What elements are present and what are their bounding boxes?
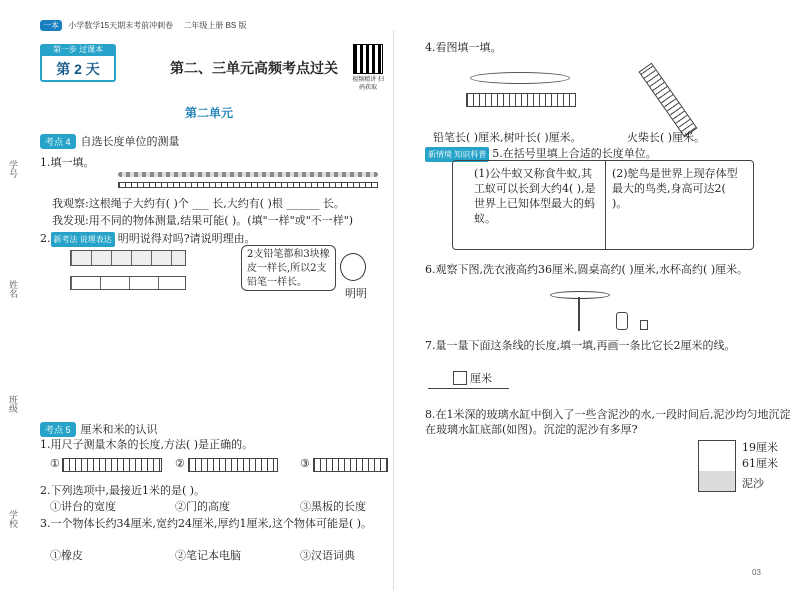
r5-p2: (2)鸵鸟是世界上现存体型最大的鸟类,身高可达2( )。	[612, 167, 738, 210]
k1-opt1[interactable]: ①	[50, 457, 60, 470]
header-bar	[40, 20, 247, 31]
tank-label-sand: 泥沙	[742, 477, 764, 490]
pencils-image	[70, 250, 186, 266]
q2-text: 明明说得对吗?请说明理由。	[117, 232, 256, 245]
series-title: 小学数学15天期末考前冲刺卷	[68, 21, 174, 30]
q1-observe: 我观察:这根绳子大约有( )个 ___ 长,大约有( )根 ______ 长。	[52, 197, 345, 210]
measure-line	[428, 388, 509, 389]
kp4-tag: 考点 4	[40, 134, 76, 149]
glass-tank	[698, 440, 736, 492]
side-label-class: 班级	[7, 395, 17, 413]
grade-label: 二年级上册 BS 版	[183, 21, 247, 30]
r6-text: 6.观察下图,洗衣液高约36厘米,圆桌高约( )厘米,水杯高约( )厘米。	[425, 263, 749, 276]
measure-strip	[118, 182, 378, 188]
k2-opt2[interactable]: ②门的高度	[175, 500, 230, 513]
side-label-id: 学号	[7, 160, 17, 178]
day-box	[40, 44, 116, 82]
ruler-1	[62, 458, 162, 472]
k1-opt3[interactable]: ③	[300, 457, 310, 470]
kp4-title: 自选长度单位的测量	[80, 136, 180, 148]
tank-label-mid: 61厘米	[742, 457, 778, 470]
table-image	[550, 291, 610, 331]
boy-name: 明明	[345, 287, 367, 300]
q2-label: 2.	[40, 232, 51, 245]
r7-text: 7.量一量下面这条线的长度,填一填,再画一条比它长2厘米的线。	[425, 339, 736, 352]
k3-opt2[interactable]: ②笔记本电脑	[175, 549, 241, 562]
logo: 一本	[40, 20, 62, 31]
tank-label-top: 19厘米	[742, 441, 778, 454]
side-label-school: 学校	[7, 510, 17, 528]
ruler-3	[313, 458, 388, 472]
ruler-4	[466, 93, 576, 107]
k1-text: 1.用尺子测量木条的长度,方法( )是正确的。	[40, 438, 254, 451]
day-label: 第 2 天	[56, 61, 100, 77]
answer-box[interactable]	[453, 371, 467, 385]
q2	[40, 231, 390, 247]
k3-opt1[interactable]: ①橡皮	[50, 549, 83, 562]
qr-code-icon[interactable]	[353, 44, 383, 74]
k3-opt3[interactable]: ③汉语词典	[300, 549, 355, 562]
kp5-title: 厘米和米的认识	[80, 424, 158, 436]
kp4-heading	[40, 133, 180, 149]
k1-opt2[interactable]: ②	[175, 457, 185, 470]
slanted-ruler	[639, 63, 698, 138]
cup-icon	[640, 320, 648, 330]
boy-icon	[340, 253, 366, 281]
page-title: 第二、三单元高频考点过关	[170, 60, 338, 76]
q1-label: 1.填一填。	[40, 156, 95, 169]
kp5-heading	[40, 421, 158, 437]
r4-fill1: 铅笔长( )厘米,树叶长( )厘米。	[433, 131, 582, 144]
speech-bubble: 2支铅笔都和3块橡皮一样长,所以2支铅笔一样长。	[241, 245, 336, 291]
k2-text: 2.下列选项中,最接近1米的是( )。	[40, 484, 206, 497]
erasers-image	[70, 276, 186, 290]
rope-image	[118, 172, 378, 177]
detergent-icon	[616, 312, 628, 330]
step-label: 第一步 过课本	[40, 44, 116, 56]
r5-tag: 新情境 知识科普	[425, 147, 489, 162]
leaf-image	[470, 72, 570, 84]
q2-tag: 新考法 说理表达	[51, 232, 115, 247]
r4-fill2: 火柴长( )厘米。	[627, 131, 706, 144]
r5-text: 5.在括号里填上合适的长度单位。	[492, 147, 657, 160]
k2-opt3[interactable]: ③黑板的长度	[300, 500, 366, 513]
ruler-2	[188, 458, 278, 472]
r4-text: 4.看图填一填。	[425, 41, 502, 54]
q1-discover: 我发现:用不同的物体测量,结果可能( )。(填"一样"或"不一样")	[52, 214, 354, 227]
qr-caption: 视频精讲 扫码获取	[352, 77, 384, 91]
page-number: 03	[752, 568, 761, 577]
r8-text: 8.在1米深的玻璃水缸中倒入了一些含泥沙的水,一段时间后,泥沙均匀地沉淀在玻璃水缸底部(如图)。沉淀的泥沙有多厚?	[425, 408, 791, 436]
r7-unit: 厘米	[470, 372, 492, 385]
kp5-tag: 考点 5	[40, 422, 76, 437]
side-label-name: 姓名	[7, 280, 17, 298]
page-divider	[393, 30, 394, 590]
r5-p1: (1)公牛蚁又称食牛蚁,其工蚁可以长到大约4( ),是世界上已知体型最大的蚂蚁。	[474, 167, 596, 225]
k2-opt1[interactable]: ①讲台的宽度	[50, 500, 116, 513]
unit-title: 第二单元	[185, 106, 234, 120]
k3-text: 3.一个物体长约34厘米,宽约24厘米,厚约1厘米,这个物体可能是( )。	[40, 517, 373, 530]
